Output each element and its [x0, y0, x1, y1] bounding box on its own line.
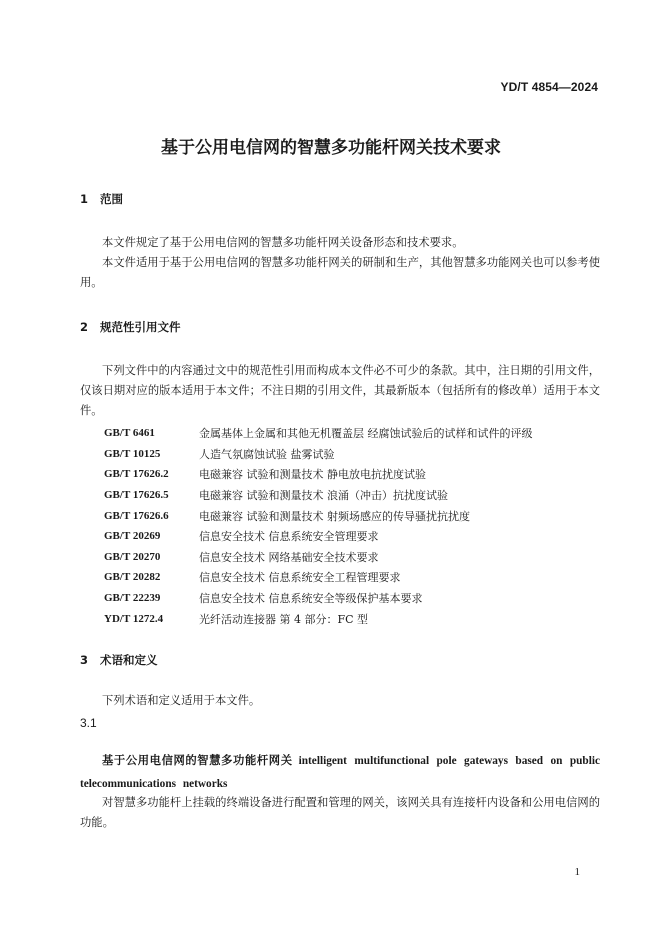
section-number: 2: [80, 320, 89, 334]
reference-item: [104, 547, 604, 568]
reference-title: 电磁兼容 试验和测量技术 静电放电抗扰度试验: [199, 468, 426, 482]
reference-title: 信息安全技术 网络基础安全技术要求: [199, 550, 379, 564]
section-2-heading: [80, 319, 181, 335]
reference-item: [104, 588, 604, 609]
page-number: 1: [574, 866, 580, 878]
term-definition: 对智慧多功能杆上挂载的终端设备进行配置和管理的网关，该网关具有连接杆内设备和公用电信网的功能。: [80, 796, 600, 829]
reference-code: YD/T 1272.4: [104, 612, 164, 625]
reference-code: GB/T 17626.6: [104, 509, 169, 522]
reference-code: GB/T 20269: [104, 530, 161, 543]
reference-title: 信息安全技术 信息系统安全工程管理要求: [199, 571, 401, 585]
reference-item: [104, 423, 604, 444]
reference-title: 光纤活动连接器 第 4 部分：FC 型: [199, 612, 369, 626]
term-chinese: 基于公用电信网的智慧多功能杆网关: [102, 754, 293, 767]
reference-code: GB/T 20282: [104, 571, 161, 584]
reference-item: [104, 526, 604, 547]
reference-title: 信息安全技术 信息系统安全管理要求: [199, 530, 379, 544]
reference-title: 电磁兼容 试验和测量技术 浪涌（冲击）抗扰度试验: [199, 489, 448, 503]
reference-item: [104, 444, 604, 465]
reference-code: GB/T 17626.2: [104, 468, 169, 481]
reference-title: 信息安全技术 信息系统安全等级保护基本要求: [199, 592, 423, 606]
reference-title: 人造气氛腐蚀试验 盐雾试验: [199, 447, 335, 461]
section-1-paragraph-1: 本文件规定了基于公用电信网的智慧多功能杆网关设备形态和技术要求。: [102, 236, 464, 249]
reference-item: [104, 485, 604, 506]
subsection-number: 3.1: [80, 716, 97, 730]
reference-item: [104, 505, 604, 526]
document-title: 基于公用电信网的智慧多功能杆网关技术要求: [161, 138, 501, 158]
term-entry: [80, 749, 600, 795]
reference-item: [104, 567, 604, 588]
reference-code: GB/T 22239: [104, 592, 161, 605]
reference-title: 金属基体上金属和其他无机覆盖层 经腐蚀试验后的试样和试件的评级: [199, 427, 533, 441]
reference-code: GB/T 20270: [104, 550, 161, 563]
section-number: 3: [80, 653, 89, 667]
reference-item: [104, 464, 604, 485]
section-1-paragraph-2: 本文件适用于基于公用电信网的智慧多功能杆网关的研制和生产，其他智慧多功能网关也可以参考使用。: [80, 256, 600, 289]
section-number: 1: [80, 192, 89, 206]
section-3-heading: [80, 652, 158, 668]
normative-reference-list: [104, 423, 604, 629]
reference-code: GB/T 17626.5: [104, 489, 169, 502]
section-title: 规范性引用文件: [100, 320, 181, 334]
section-title: 术语和定义: [100, 653, 158, 667]
reference-code: GB/T 6461: [104, 427, 155, 440]
section-3-paragraph-1: 下列术语和定义适用于本文件。: [102, 694, 261, 707]
section-2-paragraph-1: 下列文件中的内容通过文中的规范性引用而构成本文件必不可少的条款。其中，注日期的引用文件，仅该日期对应的版本适用于本文件；不注日期的引用文件，其最新版本（包括所有的修改单）适用于本文件。: [80, 364, 600, 417]
reference-item: [104, 608, 604, 629]
section-title: 范围: [100, 192, 123, 206]
reference-code: GB/T 10125: [104, 447, 161, 460]
term-english: intelligent multifunctional pole gateways based on public telecommunications networks: [80, 755, 600, 790]
reference-title: 电磁兼容 试验和测量技术 射频场感应的传导骚扰抗扰度: [199, 509, 470, 523]
standard-code: YD/T 4854—2024: [500, 80, 598, 94]
section-1-heading: [80, 191, 123, 207]
